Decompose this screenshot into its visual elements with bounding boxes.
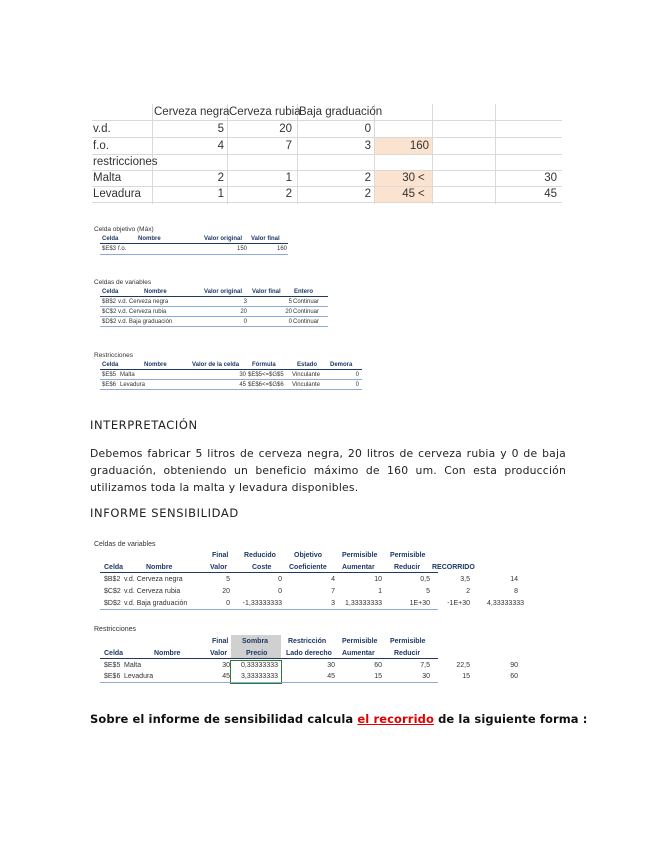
sens-con-rec-max: 90 [510, 662, 518, 669]
instruction-prefix: Sobre el informe de sensibilidad calcula [90, 712, 358, 726]
recorrido-link: el recorrido [357, 712, 434, 726]
sens-con-reducir: 7,5 [420, 662, 430, 669]
cell-fo-rubia: 7 [285, 140, 292, 152]
sens-var-reducir: 0,5 [420, 576, 430, 583]
sens-var-aumentar: 10 [374, 576, 382, 583]
solver-objective-table [94, 226, 294, 266]
sens-con-lado: 45 [327, 673, 335, 680]
hdr-aumentar: Aumentar [342, 650, 375, 657]
cell-fo-total: 160 [409, 140, 429, 152]
col-header-baja: Baja graduación [299, 106, 383, 118]
cell-malta-negra: 2 [217, 172, 224, 184]
var-entero: Continuar [293, 319, 320, 325]
objective-final: 160 [276, 246, 287, 252]
hdr-permisible-r: Permisible [390, 552, 426, 559]
cell-vd-baja: 0 [364, 123, 371, 135]
var-final: 5 [288, 299, 292, 305]
sens-con-precio: 3,33333333 [241, 673, 278, 680]
sens-var-valor: 20 [222, 588, 230, 595]
hdr-reducido: Reducido [244, 552, 276, 559]
spreadsheet-grid [92, 104, 562, 204]
sens-var-reducir: 5 [426, 588, 430, 595]
sens-var-valor: 0 [226, 600, 230, 607]
cell-vd-negra: 5 [217, 123, 224, 135]
objective-hdr-nombre: Nombre [138, 236, 161, 242]
sens-var-rec-max: 14 [510, 576, 518, 583]
sens-var-coste: 0 [278, 576, 282, 583]
cell-malta-op: < [418, 172, 425, 184]
cell-fo-baja: 3 [364, 140, 371, 152]
hdr-recorrido: RECORRIDO [432, 564, 475, 571]
sens-var-aumentar: 1 [378, 588, 382, 595]
variables-hdr-final: Valor final [252, 289, 281, 295]
row-label-fo: f.o. [93, 140, 109, 152]
var-name: v.d. Cerveza negra [118, 299, 169, 305]
cell-malta-baja: 2 [364, 172, 371, 184]
sens-var-rec-min: 3,5 [460, 576, 470, 583]
hdr-restriccion: Restricción [288, 638, 327, 645]
var-original: 3 [243, 299, 247, 305]
sens-con-precio: 0,33333333 [241, 662, 278, 669]
sens-con-aumentar: 15 [374, 673, 382, 680]
cell-levadura-rhs: 45 [544, 188, 557, 200]
sens-con-valor: 30 [222, 662, 230, 669]
var-name: v.d. Baja graduación [118, 319, 173, 325]
constraints-title: Restricciones [94, 352, 134, 359]
cell-levadura-lhs: 45 [402, 188, 415, 200]
sens-con-reducir: 30 [422, 673, 430, 680]
con-estado: Vinculante [292, 372, 320, 378]
interpretacion-heading: INTERPRETACIÓN [90, 418, 198, 432]
sens-var-rec-min: -1E+30 [447, 600, 470, 607]
con-formula: $E$6<=$G$6 [248, 382, 284, 388]
constraints-hdr-estado: Estado [297, 362, 318, 368]
con-demora: 0 [355, 372, 359, 378]
sens-var-valor: 5 [226, 576, 230, 583]
solver-variables-table [94, 279, 334, 333]
objective-name: f.o. [118, 246, 127, 252]
sens-var-name: v.d. Cerveza rubia [124, 588, 181, 595]
table-row: $C$2 [102, 309, 117, 315]
sens-var-name: v.d. Cerveza negra [124, 576, 183, 583]
variables-title: Celdas de variables [94, 279, 152, 286]
instruction-text [90, 712, 587, 726]
constraints-hdr-demora: Demora [330, 362, 353, 368]
sens-con-aumentar: 60 [374, 662, 382, 669]
con-estado: Vinculante [292, 382, 320, 388]
interpretacion-paragraph [90, 445, 566, 496]
sens-con-rec-max: 60 [510, 673, 518, 680]
sensitivity-variables-table [94, 540, 534, 614]
objective-hdr-celda: Celda [102, 236, 119, 242]
table-row: $E$6 [104, 673, 121, 680]
hdr-reducir: Reducir [394, 650, 421, 657]
variables-hdr-nombre: Nombre [144, 289, 167, 295]
table-row: $B$2 [104, 576, 121, 583]
sens-var-coef: 7 [331, 588, 335, 595]
col-header-negra: Cerveza negra [154, 106, 230, 118]
cell-vd-rubia: 20 [279, 123, 292, 135]
sens-con-name: Malta [124, 662, 142, 669]
sens-var-rec-max: 4,33333333 [487, 600, 524, 607]
hdr-final: Final [212, 638, 229, 645]
hdr-reducir: Reducir [394, 564, 421, 571]
hdr-permisible-a: Permisible [342, 552, 378, 559]
variables-hdr-celda: Celda [102, 289, 119, 295]
var-original: 0 [243, 319, 247, 325]
paragraph-line: utilizamos toda la malta y levadura disponibles. [90, 481, 359, 494]
objective-title: Celda objetivo (Máx) [94, 226, 154, 233]
table-row: $C$2 [104, 588, 121, 595]
sens-con-rec-min: 22,5 [456, 662, 470, 669]
table-row: $E$5 [102, 372, 117, 378]
con-name: Levadura [120, 382, 146, 388]
objective-original: 150 [236, 246, 247, 252]
table-row: $D$2 [102, 319, 117, 325]
row-label-levadura: Levadura [93, 188, 141, 200]
con-value: 30 [239, 372, 246, 378]
hdr-valor: Valor [210, 650, 228, 657]
hdr-objetivo: Objetivo [294, 552, 323, 559]
informe-heading: INFORME SENSIBILIDAD [90, 506, 239, 520]
cell-levadura-baja: 2 [364, 188, 371, 200]
var-final: 20 [285, 309, 292, 315]
col-header-rubia: Cerveza rubia [229, 106, 301, 118]
row-label-malta: Malta [93, 172, 122, 184]
con-formula: $E$5<=$G$5 [248, 372, 284, 378]
cell-levadura-op: < [418, 188, 425, 200]
sens-variables-title: Celdas de variables [94, 541, 156, 548]
objective-cell: $E$3 [102, 246, 117, 252]
var-original: 20 [240, 309, 247, 315]
hdr-nombre: Nombre [154, 650, 181, 657]
constraints-hdr-formula: Fórmula [252, 362, 276, 368]
sens-var-coef: 3 [331, 600, 335, 607]
sens-var-name: v.d. Baja graduación [124, 600, 188, 607]
hdr-permisible-r: Permisible [390, 638, 426, 645]
cell-malta-rhs: 30 [544, 172, 557, 184]
con-value: 45 [239, 382, 246, 388]
sens-con-rec-min: 15 [462, 673, 470, 680]
table-row: $D$2 [104, 600, 121, 607]
hdr-nombre: Nombre [146, 564, 173, 571]
var-entero: Continuar [293, 299, 320, 305]
solver-constraints-table [94, 352, 364, 394]
sens-con-valor: 45 [222, 673, 230, 680]
cell-malta-rubia: 1 [285, 172, 292, 184]
constraints-hdr-valor: Valor de la celda [192, 362, 240, 368]
hdr-coste: Coste [252, 564, 272, 571]
constraints-hdr-celda: Celda [102, 362, 119, 368]
sens-var-aumentar: 1,33333333 [345, 600, 382, 607]
sens-var-rec-max: 8 [514, 588, 518, 595]
cell-levadura-negra: 1 [217, 188, 224, 200]
hdr-coeficiente: Coeficiente [289, 564, 327, 571]
sens-var-coef: 4 [331, 576, 335, 583]
row-label-vd: v.d. [93, 123, 111, 135]
var-final: 0 [288, 319, 292, 325]
sens-var-rec-min: 2 [466, 588, 470, 595]
hdr-final: Final [212, 552, 229, 559]
sens-var-reducir: 1E+30 [409, 600, 430, 607]
variables-hdr-original: Valor original [204, 289, 243, 295]
sens-constraints-title: Restricciones [94, 626, 137, 633]
var-entero: Continuar [293, 309, 320, 315]
constraints-hdr-nombre: Nombre [144, 362, 167, 368]
cell-levadura-rubia: 2 [285, 188, 292, 200]
table-row: $B$2 [102, 299, 117, 305]
con-demora: 0 [355, 382, 359, 388]
con-name: Malta [120, 372, 135, 378]
hdr-celda: Celda [104, 564, 124, 571]
var-name: v.d. Cerveza rubia [118, 309, 167, 315]
hdr-aumentar: Aumentar [342, 564, 375, 571]
instruction-suffix: de la siguiente forma : [433, 712, 588, 726]
hdr-precio: Precio [246, 650, 268, 657]
sens-con-name: Levadura [124, 673, 154, 680]
hdr-lado-derecho: Lado derecho [286, 650, 332, 657]
objective-hdr-final: Valor final [251, 236, 280, 242]
cell-malta-lhs: 30 [402, 172, 415, 184]
variables-hdr-entero: Entero [294, 289, 314, 295]
hdr-celda: Celda [104, 650, 124, 657]
table-row: $E$5 [104, 662, 121, 669]
row-label-restricciones: restricciones [93, 156, 158, 168]
sensitivity-constraints-table [94, 625, 534, 687]
sens-var-coste: -1,33333333 [242, 600, 282, 607]
objective-hdr-original: Valor original [204, 236, 243, 242]
sens-var-coste: 0 [278, 588, 282, 595]
hdr-permisible-a: Permisible [342, 638, 378, 645]
hdr-valor: Valor [210, 564, 228, 571]
cell-fo-negra: 4 [217, 140, 224, 152]
sens-con-lado: 30 [327, 662, 335, 669]
paragraph-line: graduación, obteniendo un beneficio máximo de 160 um. Con esta producción [90, 464, 566, 477]
table-row: $E$6 [102, 382, 117, 388]
hdr-sombra: Sombra [242, 638, 269, 645]
paragraph-line: Debemos fabricar 5 litros de cerveza negra, 20 litros de cerveza rubia y 0 de baja [90, 447, 566, 460]
